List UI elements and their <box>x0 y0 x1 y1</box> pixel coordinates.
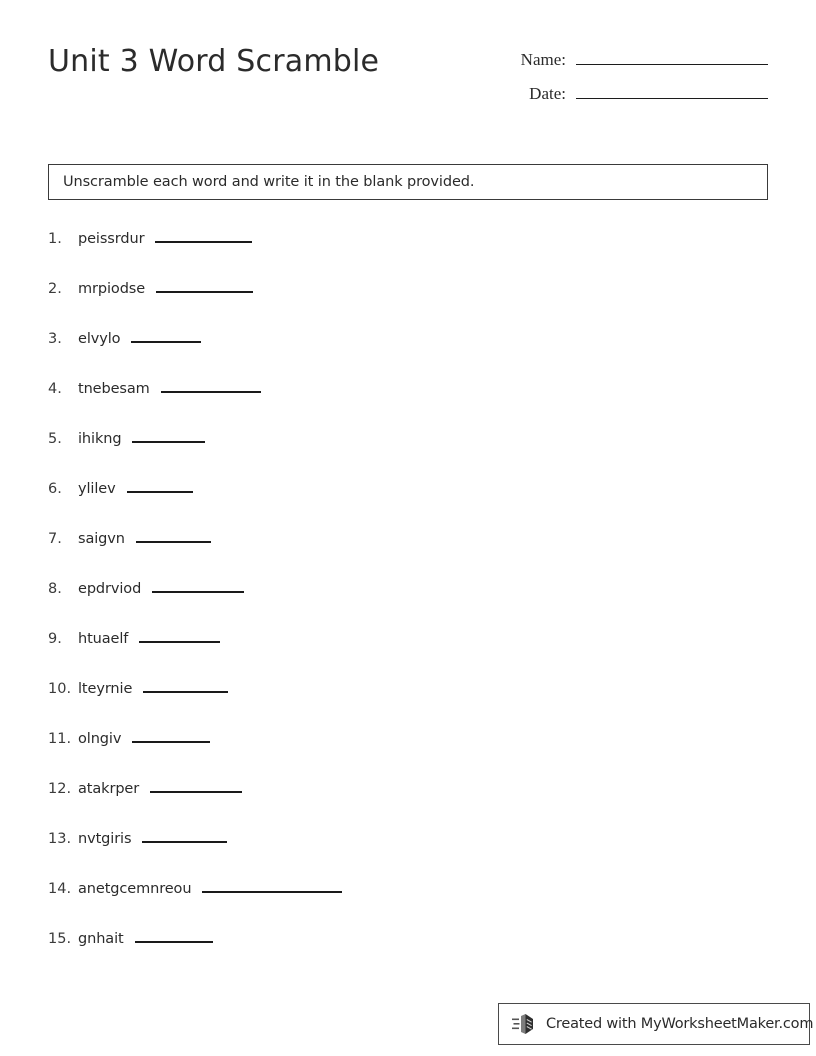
answer-blank[interactable] <box>155 228 252 243</box>
item-number: 1. <box>48 231 62 247</box>
answer-blank[interactable] <box>132 728 210 743</box>
answer-blank[interactable] <box>135 928 213 943</box>
word-scramble-item <box>48 428 768 478</box>
name-field-label: Name: <box>520 50 566 69</box>
date-field-line[interactable] <box>576 84 768 99</box>
date-field-label: Date: <box>529 84 566 103</box>
scrambled-word: mrpiodse <box>78 281 146 297</box>
item-number: 13. <box>48 831 72 847</box>
item-number: 6. <box>48 481 62 497</box>
scrambled-word: olngiv <box>78 731 122 747</box>
item-number: 4. <box>48 381 62 397</box>
instruction-text: Unscramble each word and write it in the blank provided. <box>63 174 475 190</box>
word-scramble-item <box>48 478 768 528</box>
scrambled-word: ylilev <box>78 481 116 497</box>
item-number: 11. <box>48 731 72 747</box>
word-scramble-item <box>48 678 768 728</box>
item-number: 12. <box>48 781 72 797</box>
word-scramble-item <box>48 228 768 278</box>
worksheet-header <box>48 44 768 134</box>
student-info-fields <box>468 50 768 118</box>
scrambled-word: lteyrnie <box>78 681 133 697</box>
answer-blank[interactable] <box>156 278 253 293</box>
word-scramble-item <box>48 928 768 978</box>
name-field-row <box>468 50 768 84</box>
word-scramble-item <box>48 878 768 928</box>
answer-blank[interactable] <box>132 428 205 443</box>
instruction-box <box>48 164 768 200</box>
word-scramble-item <box>48 528 768 578</box>
item-number: 8. <box>48 581 62 597</box>
answer-blank[interactable] <box>127 478 193 493</box>
scrambled-word: epdrviod <box>78 581 142 597</box>
answer-blank[interactable] <box>131 328 201 343</box>
scrambled-word: peissrdur <box>78 231 145 247</box>
myworksheetmaker-logo-icon <box>512 1012 538 1036</box>
item-number: 2. <box>48 281 62 297</box>
footer-attribution-text: Created with MyWorksheetMaker.com <box>546 1016 814 1032</box>
word-scramble-item <box>48 828 768 878</box>
item-number: 14. <box>48 881 72 897</box>
footer-attribution-badge[interactable] <box>498 1003 814 1045</box>
scrambled-word: atakrper <box>78 781 140 797</box>
scrambled-word: gnhait <box>78 931 124 947</box>
scrambled-word: saigvn <box>78 531 125 547</box>
scrambled-word: htuaelf <box>78 631 129 647</box>
scrambled-word: tnebesam <box>78 381 150 397</box>
answer-blank[interactable] <box>161 378 261 393</box>
item-number: 10. <box>48 681 72 697</box>
word-scramble-item <box>48 778 768 828</box>
answer-blank[interactable] <box>202 878 342 893</box>
item-number: 15. <box>48 931 72 947</box>
date-field-row <box>468 84 768 118</box>
scrambled-word: elvylo <box>78 331 121 347</box>
page-title: Unit 3 Word Scramble <box>48 44 380 79</box>
scrambled-word: anetgcemnreou <box>78 881 192 897</box>
answer-blank[interactable] <box>143 678 228 693</box>
item-number: 7. <box>48 531 62 547</box>
answer-blank[interactable] <box>152 578 244 593</box>
item-number: 9. <box>48 631 62 647</box>
scrambled-word: nvtgiris <box>78 831 132 847</box>
answer-blank[interactable] <box>139 628 220 643</box>
answer-blank[interactable] <box>142 828 227 843</box>
word-scramble-item <box>48 328 768 378</box>
item-number: 3. <box>48 331 62 347</box>
item-number: 5. <box>48 431 62 447</box>
word-scramble-item <box>48 628 768 678</box>
word-scramble-item <box>48 378 768 428</box>
name-field-line[interactable] <box>576 50 768 65</box>
word-scramble-item <box>48 728 768 778</box>
scrambled-word-list <box>48 228 768 978</box>
word-scramble-item <box>48 578 768 628</box>
word-scramble-item <box>48 278 768 328</box>
scrambled-word: ihikng <box>78 431 122 447</box>
answer-blank[interactable] <box>136 528 211 543</box>
answer-blank[interactable] <box>150 778 242 793</box>
